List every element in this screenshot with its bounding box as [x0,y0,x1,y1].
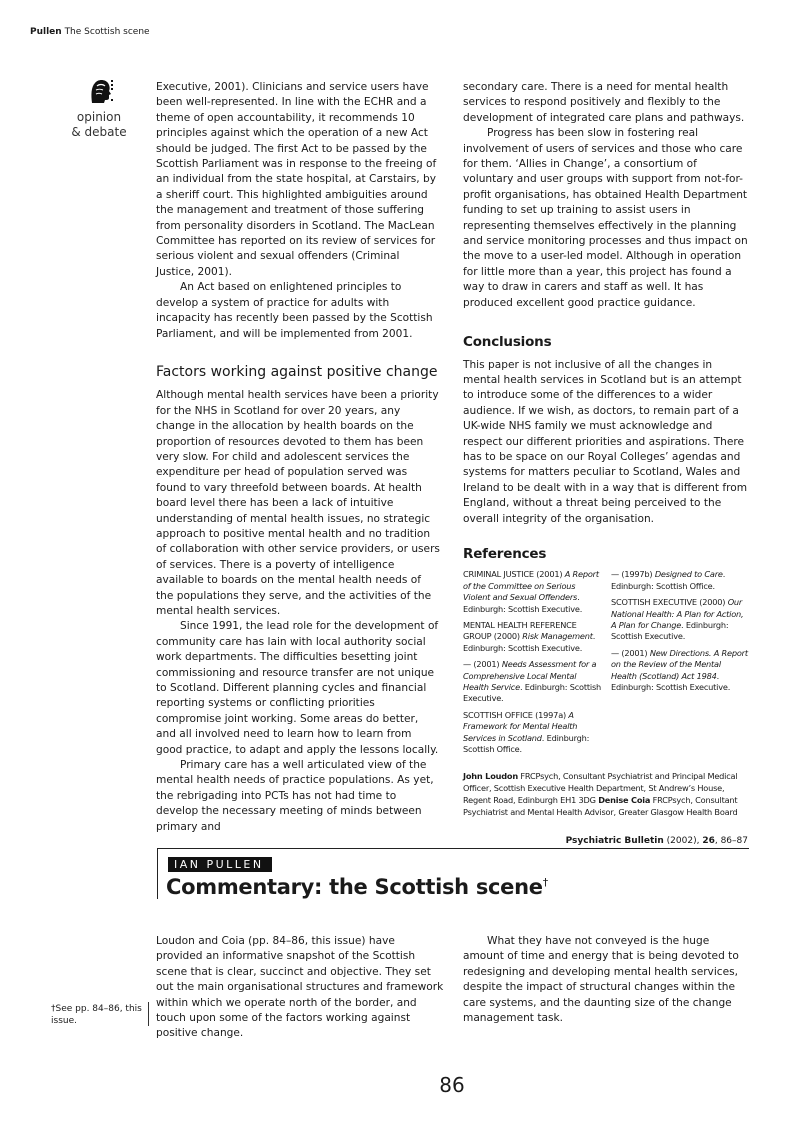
paragraph: Although mental health services have been a priority for the NHS in Scotland for over 20 years, any change in the allocation by health boards on the proportion of resources devoted to them has been very slow. For child and adolescent services the expenditure per head of population served was found to vary threefold between boards. At health board level there has been a lack of intuitive understanding of mental health issues, no strategic approach to positive mental health and no tradition of collaboration with other service providers, or users of services. There is a poverty of intelligence available to boards on the mental health needs of the populations they serve, and the activities of the mental health services. [156,389,440,617]
head-profile-icon [88,77,114,105]
paragraph: Progress has been slow in fostering real involvement of users of services and those who care for them. ‘Allies in Change’, a consortium of voluntary and user groups with support from not-for-profit organisations, has obtained Health Department funding to set up training to assist users in representing themselves effectively in the planning and service monitoring processes and thus impact on the move to a user-led model. Although in operation for little more than a year, this project has found a way to draw in carers and staff as well. It has produced excellent good practice guidance. [463,127,748,309]
paragraph: Loudon and Coia (pp. 84–86, this issue) have provided an informative snapshot of the Scottish scene that is clear, succinct and objective. They set out the main organisational structures and framework within which we operate north of the border, and touch upon some of the factors working against positive change. [156,935,444,1040]
paragraph: This paper is not inclusive of all the changes in mental health services in Scotland but is an attempt to introduce some of the differences to a wider audience. If we wish, as doctors, to remain part of a UK-wide NHS family we must acknowledge and respect our different priorities and aspirations. There has to be space on our Royal Colleges’ agendas and systems for matters peculiar to Scotland, Wales and Ireland to be dealt with in a way that is different from England, without a threat being perceived to the overall integrity of the organisation. [463,358,748,525]
paragraph: Since 1991, the lead role for the development of community care has lain with local authority social work departments. The difficulties besetting joint commissioning and resource transfer are not unique to Scotland. Different planning cycles and financial reporting systems or conflicting priorities compromise joint working. Some areas do better, and all involved need to learn how to learn from good practice, to adapt and apply the lessons locally. [156,620,439,756]
section-label-line1: opinion [76,110,122,124]
conclusions-heading: Conclusions [463,334,552,351]
reference-item: — (1997b) Designed to Care. Edinburgh: Scottish Office. [611,569,726,591]
left-column [156,80,440,835]
author-affiliations: John Loudon FRCPsych, Consultant Psychiatrist and Principal Medical Officer, Scottish Executive Health Department, St Andrew’s House, Regent Road, Edinburgh EH1 3DG Denise Coia FRCPsych, Consultant Psychiatrist and Mental Health Advisor, Greater Glasgow Health Board [463,771,738,818]
reference-column-left [463,569,601,760]
running-head-title: The Scottish scene [64,27,150,37]
reference-item: CRIMINAL JUSTICE (2001) A Report of the Committee on Serious Violent and Sexual Offenders. Edinburgh: Scottish Executive. [463,569,599,614]
journal-name: Psychiatric Bulletin [565,836,664,846]
paragraph: Executive, 2001). Clinicians and service users have been well-represented. In line with the ECHR and a theme of open accountability, it recommends 10 principles against which the operation of a new Act should be judged. The first Act to be passed by the Scottish Parliament was in response to the freeing of an individual from the state hospital, at Carstairs, by a sheriff court. This highlighted ambiguities around the management and treatment of those suffering from personality disorders in Scotland. The MacLean Committee has reported on its review of services for serious violent and sexual offenders (Criminal Justice, 2001). [156,81,437,278]
author-name: John Loudon [463,771,518,782]
reference-list [463,569,749,760]
reference-item: SCOTTISH EXECUTIVE (2000) Our National Health: A Plan for Action, A Plan for Change. Edinburgh: Scottish Executive. [611,597,744,642]
section-label-line2: & debate [71,125,127,139]
paragraph: What they have not conveyed is the huge amount of time and energy that is being devoted to redesigning and developing mental health services, despite the impact of structural changes within the care systems, and the daunting size of the change management task. [463,935,739,1025]
section-heading: Factors working against positive change [156,363,438,380]
running-head-author: Pullen [30,27,62,37]
paragraph: Primary care has a well articulated view of the mental health needs of practice populations. As yet, the rebrigading into PCTs has not had time to develop the necessary meeting of minds between primary and [156,759,434,833]
reference-item: — (2001) Needs Assessment for a Comprehensive Local Mental Health Service. Edinburgh: Scottish Executive. [463,659,602,704]
head-profile-icon-graphic [88,77,114,105]
paragraph: An Act based on enlightened principles to develop a system of practice for adults with incapacity has recently been passed by the Scottish Parliament, and will be implemented from 2001. [156,281,433,340]
reference-item: — (2001) New Directions. A Report on the Review of the Mental Health (Scotland) Act 1984. Edinburgh: Scottish Executive. [611,647,748,693]
reference-item: MENTAL HEALTH REFERENCE GROUP (2000) Risk Management. Edinburgh: Scottish Executive. [463,620,596,653]
commentary-author: IAN PULLEN [168,857,272,872]
commentary-title: Commentary: the Scottish scene† [166,875,548,899]
references-heading: References [463,545,547,562]
dagger-mark: † [542,876,548,889]
reference-item: SCOTTISH OFFICE (1997a) A Framework for Mental Health Services in Scotland. Edinburgh: Scottish Office. [463,709,590,755]
reference-column-right [611,569,749,760]
paragraph: secondary care. There is a need for mental health services to respond positively and flexibly to the development of integrated care plans and pathways. [463,81,745,124]
footnote: †See pp. 84–86, this issue. [51,1004,142,1026]
journal-volume: 26 [702,836,715,846]
commentary-right-column [463,934,749,1026]
right-column [463,80,749,818]
section-label [66,110,132,140]
footnote-divider [148,1002,149,1026]
commentary-left-column [156,934,444,1042]
page-number: 86 [439,1073,465,1097]
running-head [30,27,150,37]
author-name: Denise Coia [598,795,651,806]
journal-citation: Psychiatric Bulletin (2002), 26, 86–87 [565,836,748,846]
